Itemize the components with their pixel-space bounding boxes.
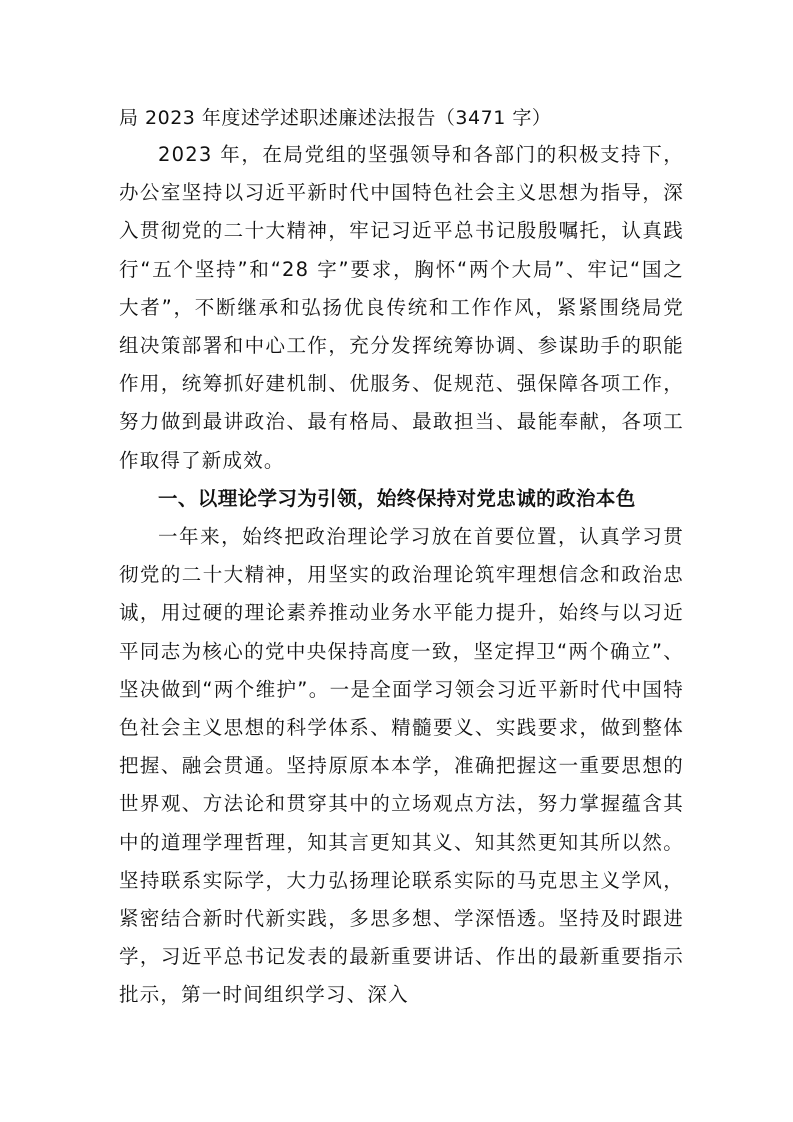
- document-title: 局 2023 年度述学述职述廉述法报告（3471 字）: [119, 107, 552, 129]
- section-1-paragraph: 一年来，始终把政治理论学习放在首要位置，认真学习贯彻党的二十大精神，用坚实的政治理论筑牢理想信念和政治忠诚，用过硬的理论素养推动业务水平能力提升，始终与以习近平同志为核心的党中央保持高度一致，坚定捍卫“两个确立”、坚决做到“两个维护”。一是全面学习领会习近平新时代中国特色社会主义思想的科学体系、精髓要义、实践要求，做到整体把握、融会贯通。坚持原原本本学，准确把握这一重要思想的世界观、方法论和贯穿其中的立场观点方法，努力掌握蕴含其中的道理学理哲理，知其言更知其义、知其然更知其所以然。坚持联系实际学，大力弘扬理论联系实际的马克思主义学风，紧密结合新时代新实践，多思多想、学深悟透。坚持及时跟进学，习近平总书记发表的最新重要讲话、作出的最新重要指示批示，第一时间组织学习、深入: [119, 525, 684, 1007]
- intro-paragraph: 2023 年，在局党组的坚强领导和各部门的积极支持下，办公室坚持以习近平新时代中国特色社会主义思想为指导，深入贯彻党的二十大精神，牢记习近平总书记殷殷嘱托，认真践行“五个坚持”和“28 字”要求，胸怀“两个大局”、牢记“国之大者”，不断继承和弘扬优良传统和工作作风，紧紧围绕局党组决策部署和中心工作，充分发挥统筹协调、参谋助手的职能作用，统筹抓好建机制、优服务、促规范、强保障各项工作，努力做到最讲政治、最有格局、最敢担当、最能奉献，各项工作取得了新成效。: [119, 143, 684, 472]
- section-1-heading: 一、以理论学习为引领，始终保持对党忠诚的政治本色: [158, 486, 636, 510]
- document-body: [119, 100, 684, 1015]
